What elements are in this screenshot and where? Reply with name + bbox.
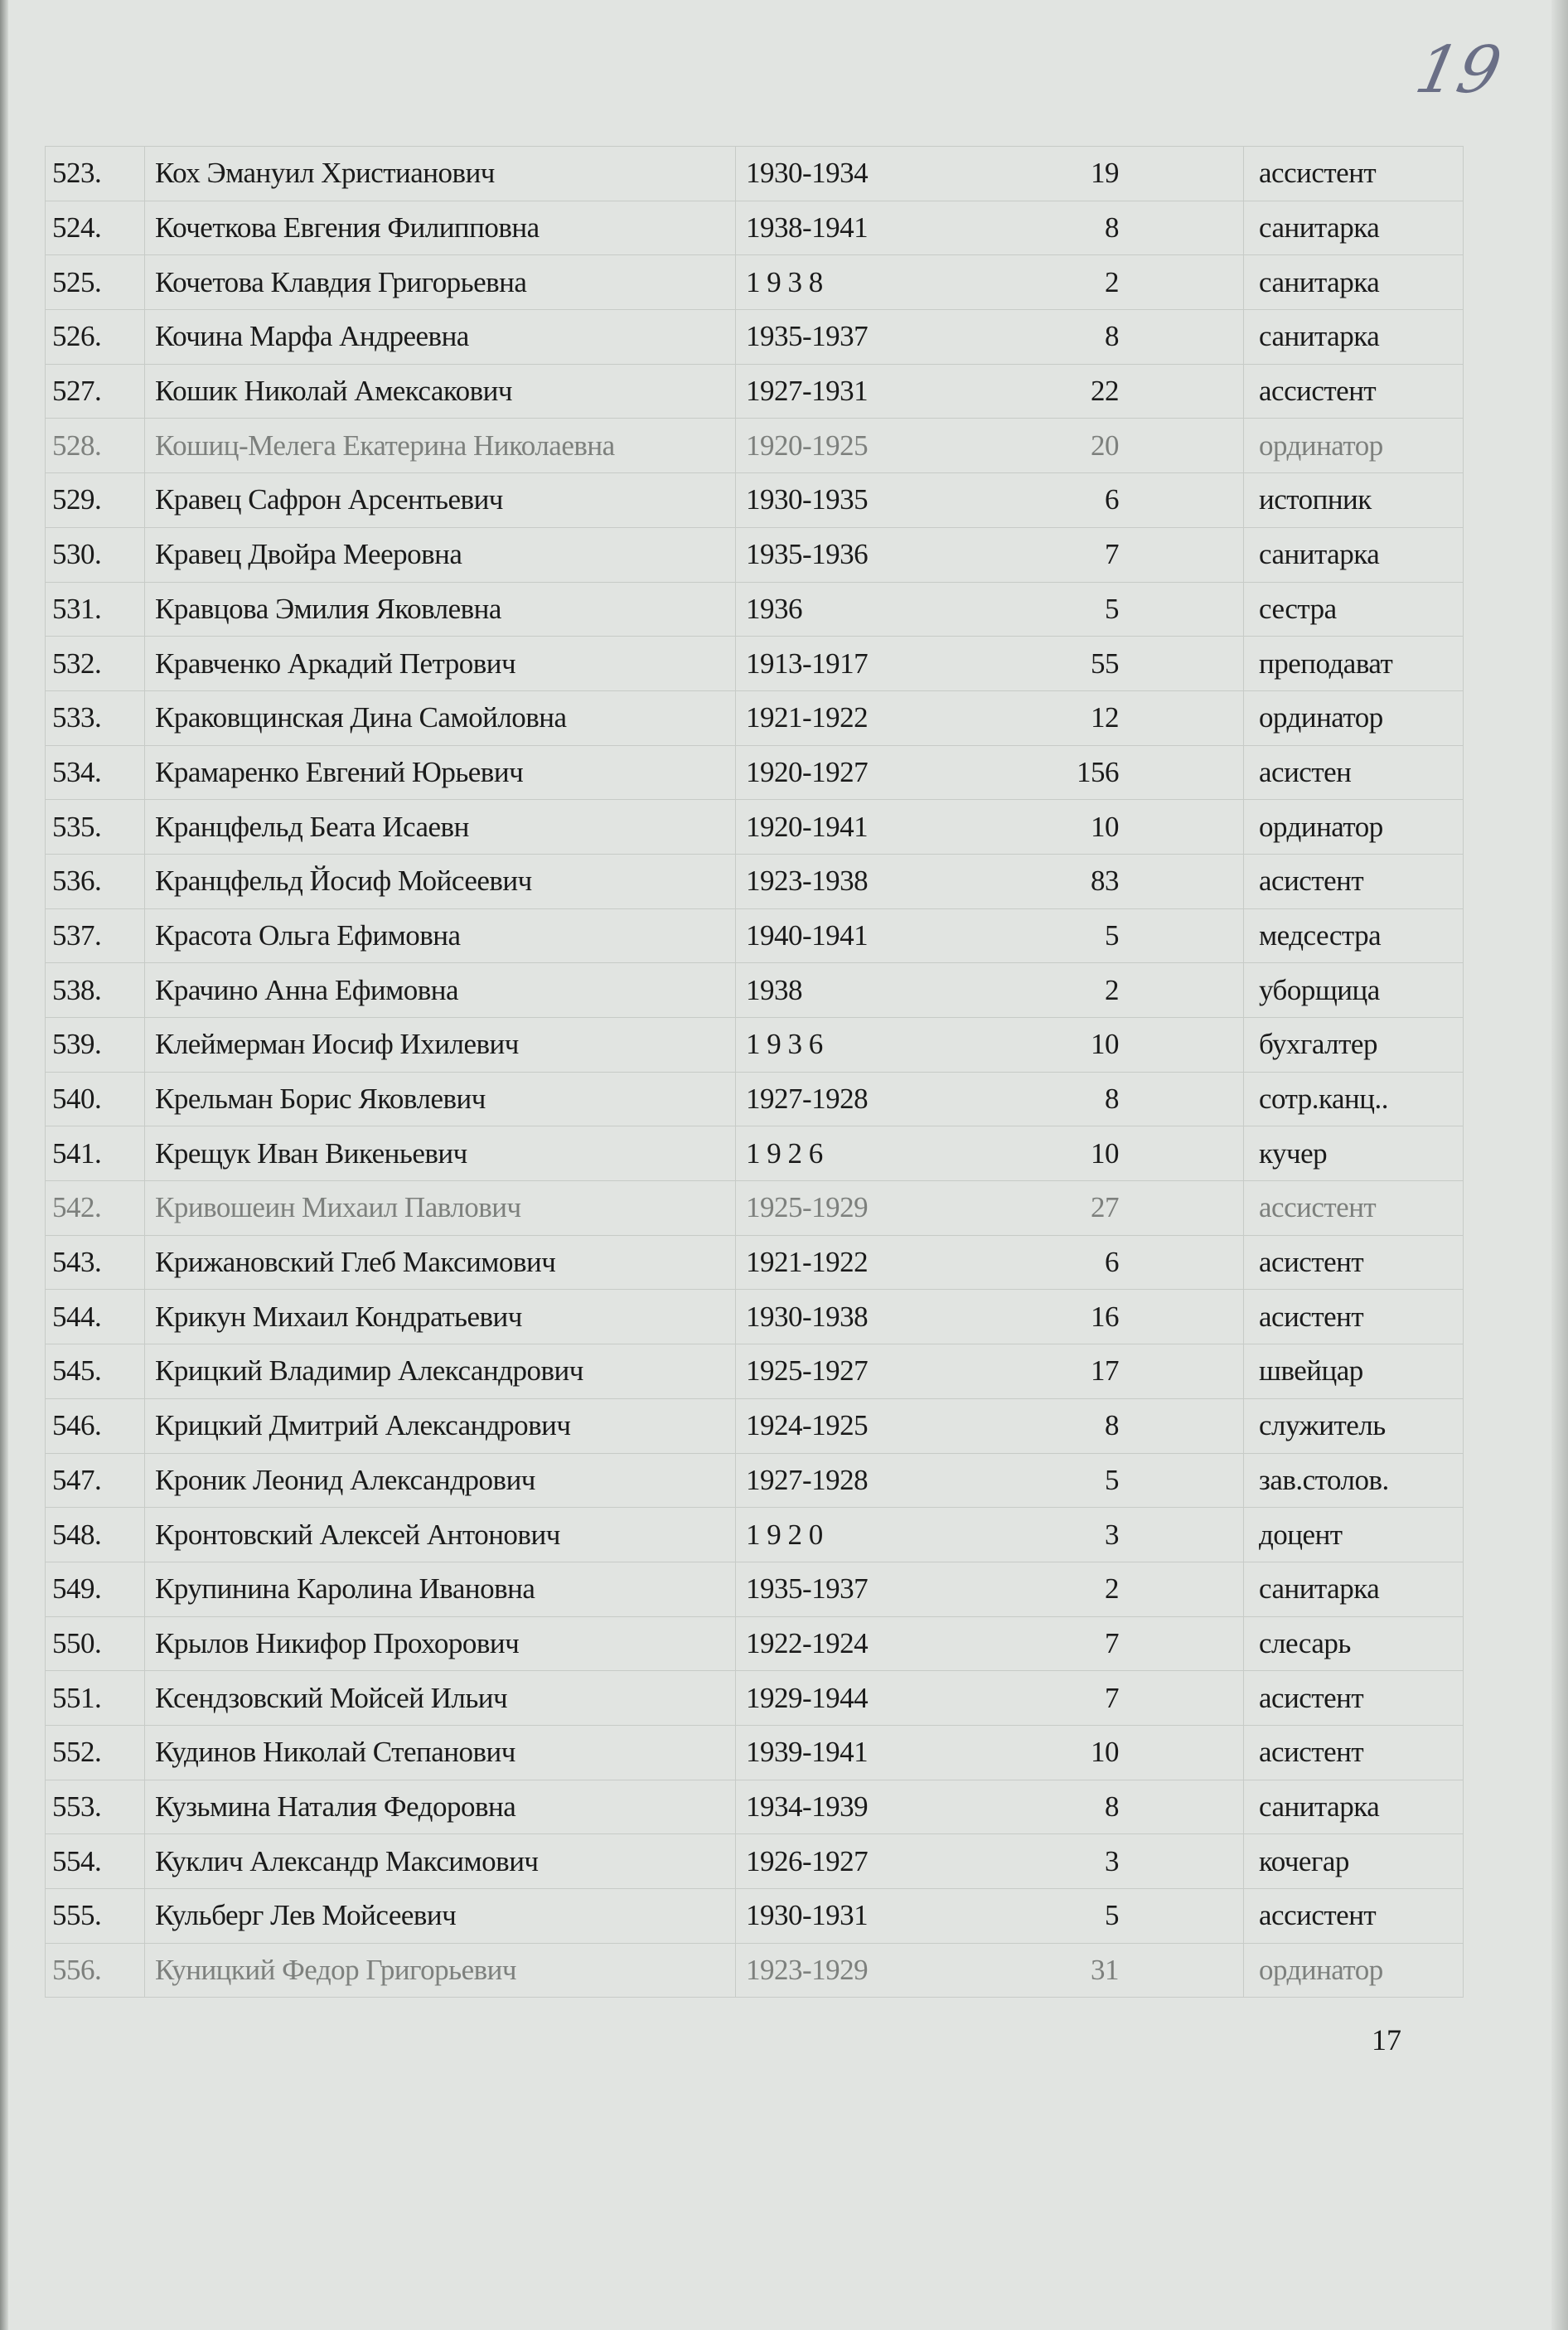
work-years: 1 9 3 6 bbox=[736, 1018, 995, 1073]
person-name: Кравченко Аркадий Петрович bbox=[145, 637, 736, 691]
person-name: Кроник Леонид Александрович bbox=[145, 1453, 736, 1508]
table-row bbox=[46, 364, 1464, 419]
row-number: 535. bbox=[46, 800, 145, 855]
work-years: 1935-1937 bbox=[736, 1562, 995, 1616]
work-years: 1924-1925 bbox=[736, 1398, 995, 1453]
record-count: 16 bbox=[995, 1290, 1244, 1344]
job-title: санитарка bbox=[1244, 201, 1464, 255]
table-row bbox=[46, 854, 1464, 908]
record-count: 3 bbox=[995, 1834, 1244, 1889]
work-years: 1934-1939 bbox=[736, 1780, 995, 1834]
row-number: 541. bbox=[46, 1126, 145, 1181]
person-name: Крачино Анна Ефимовна bbox=[145, 963, 736, 1018]
table-row bbox=[46, 963, 1464, 1018]
job-title: санитарка bbox=[1244, 527, 1464, 582]
table-row bbox=[46, 1780, 1464, 1834]
work-years: 1930-1935 bbox=[736, 473, 995, 528]
person-name: Крицкий Владимир Александрович bbox=[145, 1344, 736, 1399]
row-number: 547. bbox=[46, 1453, 145, 1508]
person-name: Крельман Борис Яковлевич bbox=[145, 1072, 736, 1126]
row-number: 529. bbox=[46, 473, 145, 528]
person-name: Кривошеин Михаил Павлович bbox=[145, 1181, 736, 1236]
table-row bbox=[46, 1398, 1464, 1453]
work-years: 1938 bbox=[736, 963, 995, 1018]
row-number: 526. bbox=[46, 310, 145, 365]
record-count: 31 bbox=[995, 1943, 1244, 1998]
job-title: швейцар bbox=[1244, 1344, 1464, 1399]
job-title: медсестра bbox=[1244, 908, 1464, 963]
work-years: 1922-1924 bbox=[736, 1616, 995, 1671]
person-name: Крылов Никифор Прохорович bbox=[145, 1616, 736, 1671]
person-name: Кульберг Лев Мойсеевич bbox=[145, 1889, 736, 1944]
person-name: Кранцфельд Беата Исаевн bbox=[145, 800, 736, 855]
job-title: ассистент bbox=[1244, 147, 1464, 201]
row-number: 548. bbox=[46, 1508, 145, 1562]
person-name: Клеймерман Иосиф Ихилевич bbox=[145, 1018, 736, 1073]
job-title: истопник bbox=[1244, 473, 1464, 528]
work-years: 1927-1928 bbox=[736, 1453, 995, 1508]
table-row bbox=[46, 1453, 1464, 1508]
job-title: сотр.канц.. bbox=[1244, 1072, 1464, 1126]
record-count: 12 bbox=[995, 690, 1244, 745]
table-row bbox=[46, 1616, 1464, 1671]
work-years: 1920-1941 bbox=[736, 800, 995, 855]
table-row bbox=[46, 908, 1464, 963]
person-name: Кравец Двойра Мееровна bbox=[145, 527, 736, 582]
row-number: 553. bbox=[46, 1780, 145, 1834]
row-number: 544. bbox=[46, 1290, 145, 1344]
work-years: 1913-1917 bbox=[736, 637, 995, 691]
record-count: 10 bbox=[995, 1018, 1244, 1073]
row-number: 551. bbox=[46, 1671, 145, 1726]
job-title: санитарка bbox=[1244, 1780, 1464, 1834]
job-title: зав.столов. bbox=[1244, 1453, 1464, 1508]
row-number: 530. bbox=[46, 527, 145, 582]
job-title: санитарка bbox=[1244, 1562, 1464, 1616]
table-row bbox=[46, 582, 1464, 637]
work-years: 1930-1934 bbox=[736, 147, 995, 201]
person-name: Кошик Николай Амексакович bbox=[145, 364, 736, 419]
page-right-edge bbox=[1551, 0, 1568, 2330]
person-name: Крамаренко Евгений Юрьевич bbox=[145, 745, 736, 800]
person-name: Краковщинская Дина Самойловна bbox=[145, 690, 736, 745]
record-count: 156 bbox=[995, 745, 1244, 800]
job-title: ординатор bbox=[1244, 419, 1464, 473]
row-number: 524. bbox=[46, 201, 145, 255]
page-left-edge bbox=[0, 0, 8, 2330]
row-number: 543. bbox=[46, 1235, 145, 1290]
table-row bbox=[46, 745, 1464, 800]
job-title: ординатор bbox=[1244, 690, 1464, 745]
work-years: 1927-1931 bbox=[736, 364, 995, 419]
work-years: 1926-1927 bbox=[736, 1834, 995, 1889]
table-row bbox=[46, 1235, 1464, 1290]
row-number: 533. bbox=[46, 690, 145, 745]
person-name: Крещук Иван Викеньевич bbox=[145, 1126, 736, 1181]
job-title: ассистент bbox=[1244, 1889, 1464, 1944]
record-count: 2 bbox=[995, 1562, 1244, 1616]
table-row bbox=[46, 690, 1464, 745]
work-years: 1939-1941 bbox=[736, 1725, 995, 1780]
job-title: уборщица bbox=[1244, 963, 1464, 1018]
work-years: 1923-1929 bbox=[736, 1943, 995, 1998]
work-years: 1921-1922 bbox=[736, 1235, 995, 1290]
job-title: асистен bbox=[1244, 745, 1464, 800]
row-number: 550. bbox=[46, 1616, 145, 1671]
person-name: Кочеткова Евгения Филипповна bbox=[145, 201, 736, 255]
row-number: 523. bbox=[46, 147, 145, 201]
row-number: 532. bbox=[46, 637, 145, 691]
table-row bbox=[46, 1725, 1464, 1780]
person-name: Кочетова Клавдия Григорьевна bbox=[145, 255, 736, 310]
row-number: 542. bbox=[46, 1181, 145, 1236]
job-title: доцент bbox=[1244, 1508, 1464, 1562]
work-years: 1921-1922 bbox=[736, 690, 995, 745]
record-count: 7 bbox=[995, 1616, 1244, 1671]
table-row bbox=[46, 473, 1464, 528]
person-name: Красота Ольга Ефимовна bbox=[145, 908, 736, 963]
work-years: 1923-1938 bbox=[736, 854, 995, 908]
row-number: 537. bbox=[46, 908, 145, 963]
table-row bbox=[46, 1181, 1464, 1236]
job-title: ординатор bbox=[1244, 1943, 1464, 1998]
job-title: асистент bbox=[1244, 1235, 1464, 1290]
work-years: 1938-1941 bbox=[736, 201, 995, 255]
job-title: служитель bbox=[1244, 1398, 1464, 1453]
work-years: 1920-1925 bbox=[736, 419, 995, 473]
record-count: 2 bbox=[995, 963, 1244, 1018]
job-title: ассистент bbox=[1244, 364, 1464, 419]
row-number: 546. bbox=[46, 1398, 145, 1453]
work-years: 1927-1928 bbox=[736, 1072, 995, 1126]
work-years: 1935-1937 bbox=[736, 310, 995, 365]
table-row bbox=[46, 1834, 1464, 1889]
work-years: 1920-1927 bbox=[736, 745, 995, 800]
row-number: 540. bbox=[46, 1072, 145, 1126]
row-number: 545. bbox=[46, 1344, 145, 1399]
record-count: 83 bbox=[995, 854, 1244, 908]
work-years: 1930-1931 bbox=[736, 1889, 995, 1944]
row-number: 531. bbox=[46, 582, 145, 637]
table-row bbox=[46, 1290, 1464, 1344]
row-number: 528. bbox=[46, 419, 145, 473]
person-name: Кронтовский Алексей Антонович bbox=[145, 1508, 736, 1562]
person-name: Ксендзовский Мойсей Ильич bbox=[145, 1671, 736, 1726]
work-years: 1 9 2 6 bbox=[736, 1126, 995, 1181]
handwritten-page-number: 19 bbox=[1409, 33, 1508, 108]
person-name: Крупинина Каролина Ивановна bbox=[145, 1562, 736, 1616]
job-title: ординатор bbox=[1244, 800, 1464, 855]
record-count: 5 bbox=[995, 1889, 1244, 1944]
record-count: 5 bbox=[995, 1453, 1244, 1508]
person-name: Кошиц-Мелега Екатерина Николаевна bbox=[145, 419, 736, 473]
table-row bbox=[46, 1126, 1464, 1181]
row-number: 536. bbox=[46, 854, 145, 908]
table-row bbox=[46, 1671, 1464, 1726]
person-name: Кравец Сафрон Арсентьевич bbox=[145, 473, 736, 528]
person-name: Кравцова Эмилия Яковлевна bbox=[145, 582, 736, 637]
table-row bbox=[46, 255, 1464, 310]
work-years: 1925-1927 bbox=[736, 1344, 995, 1399]
record-count: 10 bbox=[995, 1126, 1244, 1181]
row-number: 554. bbox=[46, 1834, 145, 1889]
job-title: сестра bbox=[1244, 582, 1464, 637]
record-count: 3 bbox=[995, 1508, 1244, 1562]
record-count: 55 bbox=[995, 637, 1244, 691]
record-count: 8 bbox=[995, 1780, 1244, 1834]
record-count: 20 bbox=[995, 419, 1244, 473]
table-row bbox=[46, 637, 1464, 691]
work-years: 1929-1944 bbox=[736, 1671, 995, 1726]
person-name: Кох Эмануил Христианович bbox=[145, 147, 736, 201]
job-title: ассистент bbox=[1244, 1181, 1464, 1236]
work-years: 1935-1936 bbox=[736, 527, 995, 582]
person-name: Крикун Михаил Кондратьевич bbox=[145, 1290, 736, 1344]
row-number: 552. bbox=[46, 1725, 145, 1780]
person-name: Кузьмина Наталия Федоровна bbox=[145, 1780, 736, 1834]
table-row bbox=[46, 527, 1464, 582]
job-title: асистент bbox=[1244, 854, 1464, 908]
row-number: 555. bbox=[46, 1889, 145, 1944]
table-row bbox=[46, 1943, 1464, 1998]
record-count: 6 bbox=[995, 1235, 1244, 1290]
staff-table bbox=[45, 146, 1464, 1998]
job-title: асистент bbox=[1244, 1290, 1464, 1344]
job-title: кочегар bbox=[1244, 1834, 1464, 1889]
record-count: 19 bbox=[995, 147, 1244, 201]
record-count: 8 bbox=[995, 310, 1244, 365]
job-title: преподават bbox=[1244, 637, 1464, 691]
record-count: 10 bbox=[995, 1725, 1244, 1780]
work-years: 1 9 2 0 bbox=[736, 1508, 995, 1562]
row-number: 525. bbox=[46, 255, 145, 310]
person-name: Кочина Марфа Андреевна bbox=[145, 310, 736, 365]
record-count: 5 bbox=[995, 908, 1244, 963]
record-count: 10 bbox=[995, 800, 1244, 855]
row-number: 556. bbox=[46, 1943, 145, 1998]
record-count: 2 bbox=[995, 255, 1244, 310]
table-row bbox=[46, 201, 1464, 255]
record-count: 7 bbox=[995, 1671, 1244, 1726]
row-number: 549. bbox=[46, 1562, 145, 1616]
person-name: Кудинов Николай Степанович bbox=[145, 1725, 736, 1780]
row-number: 534. bbox=[46, 745, 145, 800]
work-years: 1940-1941 bbox=[736, 908, 995, 963]
person-name: Крижановский Глеб Максимович bbox=[145, 1235, 736, 1290]
row-number: 539. bbox=[46, 1018, 145, 1073]
job-title: санитарка bbox=[1244, 255, 1464, 310]
job-title: слесарь bbox=[1244, 1616, 1464, 1671]
table-row bbox=[46, 1072, 1464, 1126]
table-row bbox=[46, 1018, 1464, 1073]
work-years: 1936 bbox=[736, 582, 995, 637]
work-years: 1925-1929 bbox=[736, 1181, 995, 1236]
job-title: кучер bbox=[1244, 1126, 1464, 1181]
person-name: Куницкий Федор Григорьевич bbox=[145, 1943, 736, 1998]
job-title: асистент bbox=[1244, 1725, 1464, 1780]
record-count: 8 bbox=[995, 1072, 1244, 1126]
work-years: 1930-1938 bbox=[736, 1290, 995, 1344]
person-name: Крицкий Дмитрий Александрович bbox=[145, 1398, 736, 1453]
person-name: Куклич Александр Максимович bbox=[145, 1834, 736, 1889]
record-count: 8 bbox=[995, 1398, 1244, 1453]
table-row bbox=[46, 310, 1464, 365]
table-row bbox=[46, 1562, 1464, 1616]
table-row bbox=[46, 1344, 1464, 1399]
table-row bbox=[46, 147, 1464, 201]
page-number: 17 bbox=[1372, 2023, 1401, 2056]
record-count: 27 bbox=[995, 1181, 1244, 1236]
job-title: бухгалтер bbox=[1244, 1018, 1464, 1073]
job-title: санитарка bbox=[1244, 310, 1464, 365]
record-count: 5 bbox=[995, 582, 1244, 637]
person-name: Кранцфельд Йосиф Мойсеевич bbox=[145, 854, 736, 908]
row-number: 527. bbox=[46, 364, 145, 419]
table-row bbox=[46, 419, 1464, 473]
record-count: 8 bbox=[995, 201, 1244, 255]
job-title: асистент bbox=[1244, 1671, 1464, 1726]
table-row bbox=[46, 800, 1464, 855]
table-row bbox=[46, 1508, 1464, 1562]
table-row bbox=[46, 1889, 1464, 1944]
record-count: 7 bbox=[995, 527, 1244, 582]
record-count: 6 bbox=[995, 473, 1244, 528]
record-count: 17 bbox=[995, 1344, 1244, 1399]
work-years: 1 9 3 8 bbox=[736, 255, 995, 310]
row-number: 538. bbox=[46, 963, 145, 1018]
record-count: 22 bbox=[995, 364, 1244, 419]
